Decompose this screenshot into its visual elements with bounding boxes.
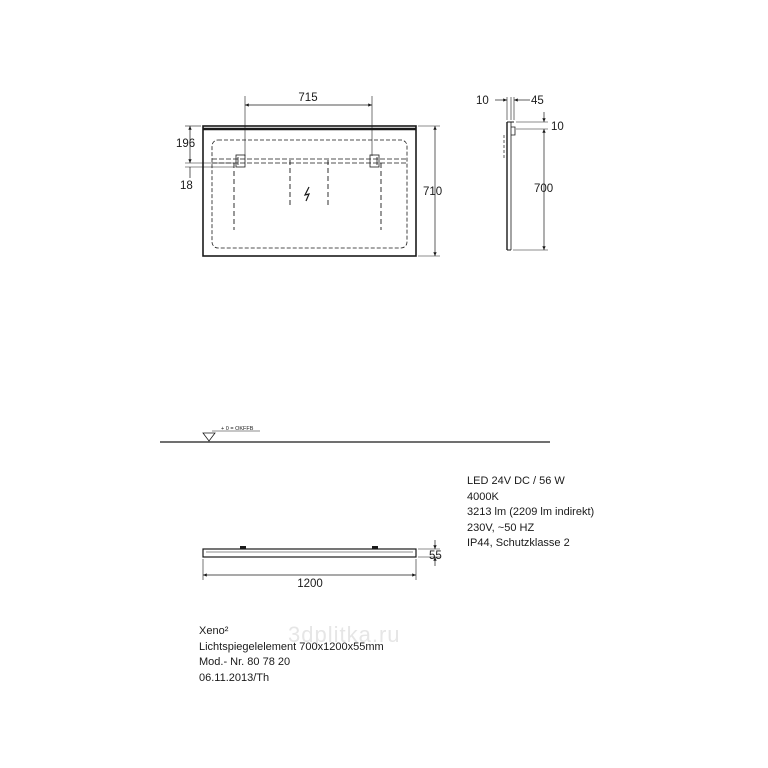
electrical-symbol-icon bbox=[305, 187, 309, 201]
dim-label-196: 196 bbox=[176, 138, 196, 150]
spec-line: 3213 lm (2209 lm indirekt) bbox=[467, 506, 595, 518]
dim-label-55: 55 bbox=[429, 550, 442, 562]
spec-line: 230V, ~50 HZ bbox=[467, 521, 535, 534]
dim-label-710: 710 bbox=[423, 186, 443, 198]
spec-block bbox=[467, 474, 594, 552]
model-number: Mod.- Nr. 80 78 20 bbox=[199, 656, 291, 668]
product-description: Lichtspiegelelement 700x1200x55mm bbox=[199, 640, 384, 653]
title-block bbox=[199, 624, 384, 686]
mirror-outline bbox=[203, 126, 416, 256]
spec-line: LED 24V DC / 56 W bbox=[467, 475, 565, 487]
floor-level-label: + 0 = OKFFB bbox=[221, 426, 254, 432]
dim-label-18: 18 bbox=[180, 180, 193, 192]
dim-label-1200: 1200 bbox=[297, 578, 323, 590]
dim-label-10-left: 10 bbox=[476, 95, 489, 107]
dim-label-715: 715 bbox=[298, 92, 318, 104]
product-name: Xeno² bbox=[199, 625, 229, 637]
front-view bbox=[185, 96, 443, 256]
mirror-profile bbox=[203, 549, 416, 557]
mount-bracket-right bbox=[370, 155, 379, 167]
bottom-view bbox=[203, 540, 440, 580]
side-view bbox=[495, 97, 548, 250]
dim-label-700: 700 bbox=[534, 183, 554, 195]
spec-line: 4000K bbox=[467, 490, 499, 503]
spec-line: IP44, Schutzklasse 2 bbox=[467, 537, 570, 549]
dim-label-45: 45 bbox=[531, 95, 544, 107]
drawing-date: 06.11.2013/Th bbox=[199, 671, 270, 684]
level-marker-icon bbox=[203, 433, 215, 441]
floor-reference bbox=[160, 431, 550, 442]
dim-label-10-right: 10 bbox=[551, 121, 564, 133]
watermark: 3dplitka.ru bbox=[288, 622, 401, 647]
mount-bracket-left bbox=[236, 155, 245, 167]
